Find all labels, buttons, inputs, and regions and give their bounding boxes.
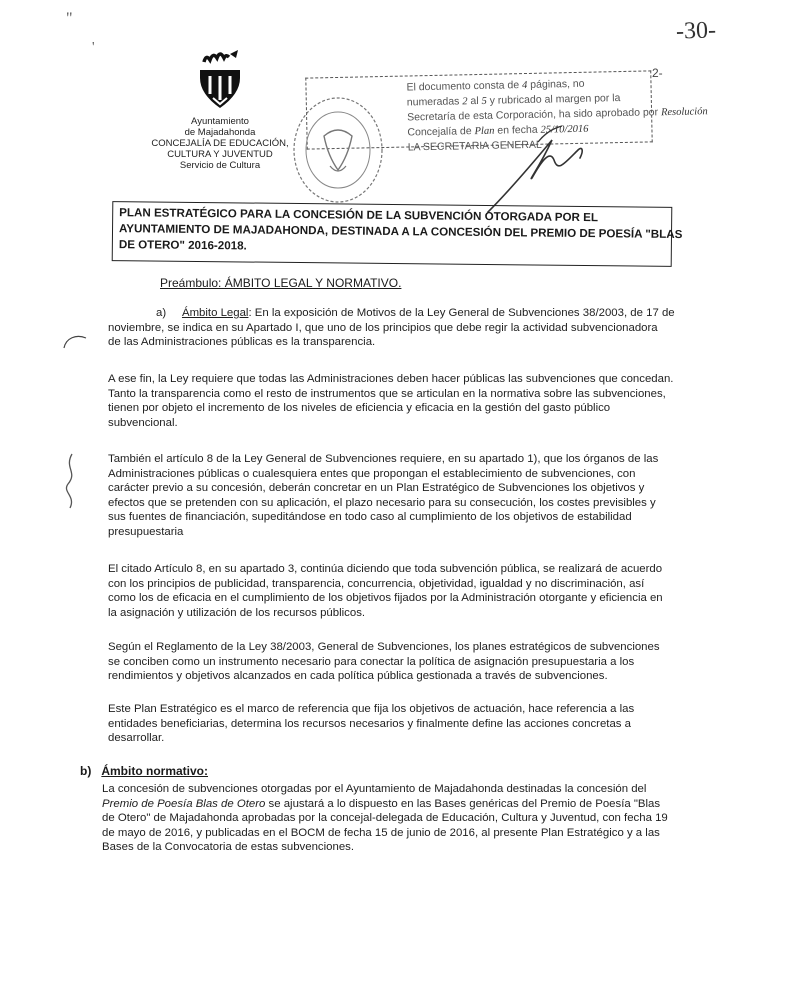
text-line	[102, 797, 668, 812]
official-seal	[286, 88, 390, 208]
text-line: de mayo de 2016, y publicadas en el BOCM de fecha 15 de junio de 2016, al presente Plan Estratégico y a las	[102, 826, 660, 839]
italic-title: Premio de Poesía Blas de Otero	[102, 797, 266, 810]
stamp-text: numeradas	[406, 95, 460, 109]
org-line: de Majadahonda	[184, 127, 256, 138]
text-line: Según el Reglamento de la Ley 38/2003, General de Subvenciones, los planes estratégicos de subvenciones	[108, 641, 660, 653]
stamp-text: páginas, no	[530, 77, 585, 91]
paragraph	[108, 452, 668, 539]
section-a	[108, 306, 675, 350]
text-line: la asignación y utilización de los recursos públicos.	[108, 606, 366, 619]
text-line: con los principios de publicidad, transparencia, concurrencia, objetividad, igualdad y no discriminación, así	[108, 577, 645, 590]
stamp-text: LA SECRETARIA GENERAL	[407, 138, 542, 154]
stray-mark: '	[92, 40, 95, 55]
text-line	[108, 306, 675, 321]
stamp-text: El documento consta de	[406, 79, 520, 94]
org-line: CONCEJALÍA DE EDUCACIÓN,	[151, 138, 289, 149]
paragraph	[108, 372, 674, 430]
stamp-text: y rubricado al margen por la	[489, 92, 621, 107]
section-b-heading	[80, 764, 208, 778]
text-line: El citado Artículo 8, en su apartado 3, continúa diciendo que toda subvención pública, se realizará de acuerdo	[108, 563, 663, 575]
text-line: entidades beneficiarias, determina los recursos necesarios y finalmente define las acciones concretas a	[108, 717, 631, 730]
section-marker: a)	[156, 307, 167, 319]
stamp-fill: Plan	[474, 125, 495, 138]
paragraph	[108, 702, 668, 746]
stamp-side-mark: 2-	[652, 66, 663, 80]
document-title-box	[112, 201, 683, 267]
margin-mark	[60, 332, 90, 352]
text-line: noviembre, se indica en su Apartado I, que uno de los principios que debe regir la actividad subvencionadora	[108, 321, 658, 334]
stamp-fill: 5	[481, 95, 487, 107]
majadahonda-logo	[190, 48, 250, 114]
paragraph	[108, 640, 668, 684]
text-line: También el artículo 8 de la Ley General de Subvenciones requiere, en su apartado 1), que los órganos de las	[108, 453, 659, 465]
stamp-fill: 2	[462, 96, 468, 108]
section-marker: b)	[80, 764, 92, 778]
text-line: de Otero" de Majadahonda aprobadas por la concejal-delegada de Educación, Cultura y Juventud, con fecha 19	[102, 812, 668, 824]
text-line: subvencional.	[108, 416, 178, 429]
org-line: Ayuntamiento	[191, 116, 249, 127]
text-line: Este Plan Estratégico es el marco de referencia que fija los objetivos de actuación, hace referencia a las	[108, 703, 635, 715]
org-line: CULTURA Y JUVENTUD	[167, 149, 273, 160]
section-a-heading: Ámbito Legal	[181, 307, 249, 319]
title-line: PLAN ESTRATÉGICO PARA LA CONCESIÓN DE LA SUBVENCIÓN OTORGADA POR EL	[119, 206, 599, 225]
text-line: carácter previo a su concesión, deberán concretar en un Plan Estratégico de Subvenciones los objetivos y	[108, 482, 645, 494]
text-line: tienen por objeto el incremento de los niveles de eficiencia y eficacia en la gestión del gasto público	[108, 402, 611, 414]
stamp-fill: Resolución	[660, 106, 708, 119]
text-line: rendimientos y objetivos alcanzados en cada política pública gestionada a través de subvenciones.	[108, 670, 608, 682]
page-number: -30-	[675, 17, 717, 45]
text-span: se ajustará a lo dispuesto en las Bases genéricas del Premio de Poesía "Blas	[265, 797, 661, 810]
stamp-line: numeradas 2 al 5 y rubricado al margen por la	[406, 92, 621, 109]
text-span: : En la exposición de Motivos de la Ley General de Subvenciones 38/2003, de 17 de	[248, 307, 675, 319]
section-b-heading-text: Ámbito normativo:	[101, 764, 209, 778]
text-line: como los de eficacia en el cumplimiento de los objetivos fijados por la Administración otorgante y eficiencia en	[108, 592, 663, 604]
text-line: desarrollar.	[108, 732, 165, 744]
text-line: A ese fin, la Ley requiere que todas las Administraciones deben hacer públicas las subvenciones que concedan.	[108, 373, 674, 385]
text-line: La concesión de subvenciones otorgadas por el Ayuntamiento de Majadahonda destinadas la concesión del	[102, 783, 647, 795]
preamble-heading-text: Preámbulo: ÁMBITO LEGAL Y NORMATIVO.	[160, 276, 402, 290]
stamp-text: en fecha	[497, 123, 538, 137]
text-line: se conciben como un instrumento necesario para conectar la política de asignación presupuestaria a los	[108, 655, 635, 668]
section-b	[102, 782, 668, 855]
stamp-fill: 4	[521, 79, 528, 92]
organization-block	[150, 116, 290, 171]
title-line: AYUNTAMIENTO DE MAJADAHONDA, DESTINADA A LA CONCESIÓN DEL PREMIO DE POESÍA "BLAS	[118, 222, 683, 242]
stray-mark: "	[66, 10, 73, 27]
stamp-text: Concejalía de	[407, 125, 472, 139]
text-line: efectos que se pretenden con su aplicación, el plazo necesario para su consecución, los costes previsibles y	[108, 496, 656, 509]
stamp-text: Secretaría de esta Corporación, ha sido aprobado por	[407, 106, 659, 124]
margin-rubric-icon	[60, 452, 82, 512]
paragraph	[108, 562, 668, 620]
stamp-fill: 25/10/2016	[540, 123, 589, 136]
title-line: DE OTERO" 2016-2018.	[118, 238, 247, 253]
org-line: Servicio de Cultura	[179, 160, 261, 171]
text-line: Administraciones públicas o cualesquiera entes que propongan el establecimiento de subvenciones, con	[108, 467, 636, 480]
text-line: Tanto la transparencia como el resto de instrumentos que se articulan en la normativa sobre las subvenciones,	[108, 387, 666, 400]
text-line: de las Administraciones públicas es la transparencia.	[108, 336, 376, 348]
preamble-heading	[160, 276, 401, 290]
text-line: sus fuentes de financiación, supeditándose en todo caso al cumplimiento de los objetivos de estabilidad	[108, 511, 632, 523]
text-line: Bases de la Convocatoria de estas subvenciones.	[102, 841, 355, 853]
text-line: presupuestaria	[108, 525, 184, 538]
